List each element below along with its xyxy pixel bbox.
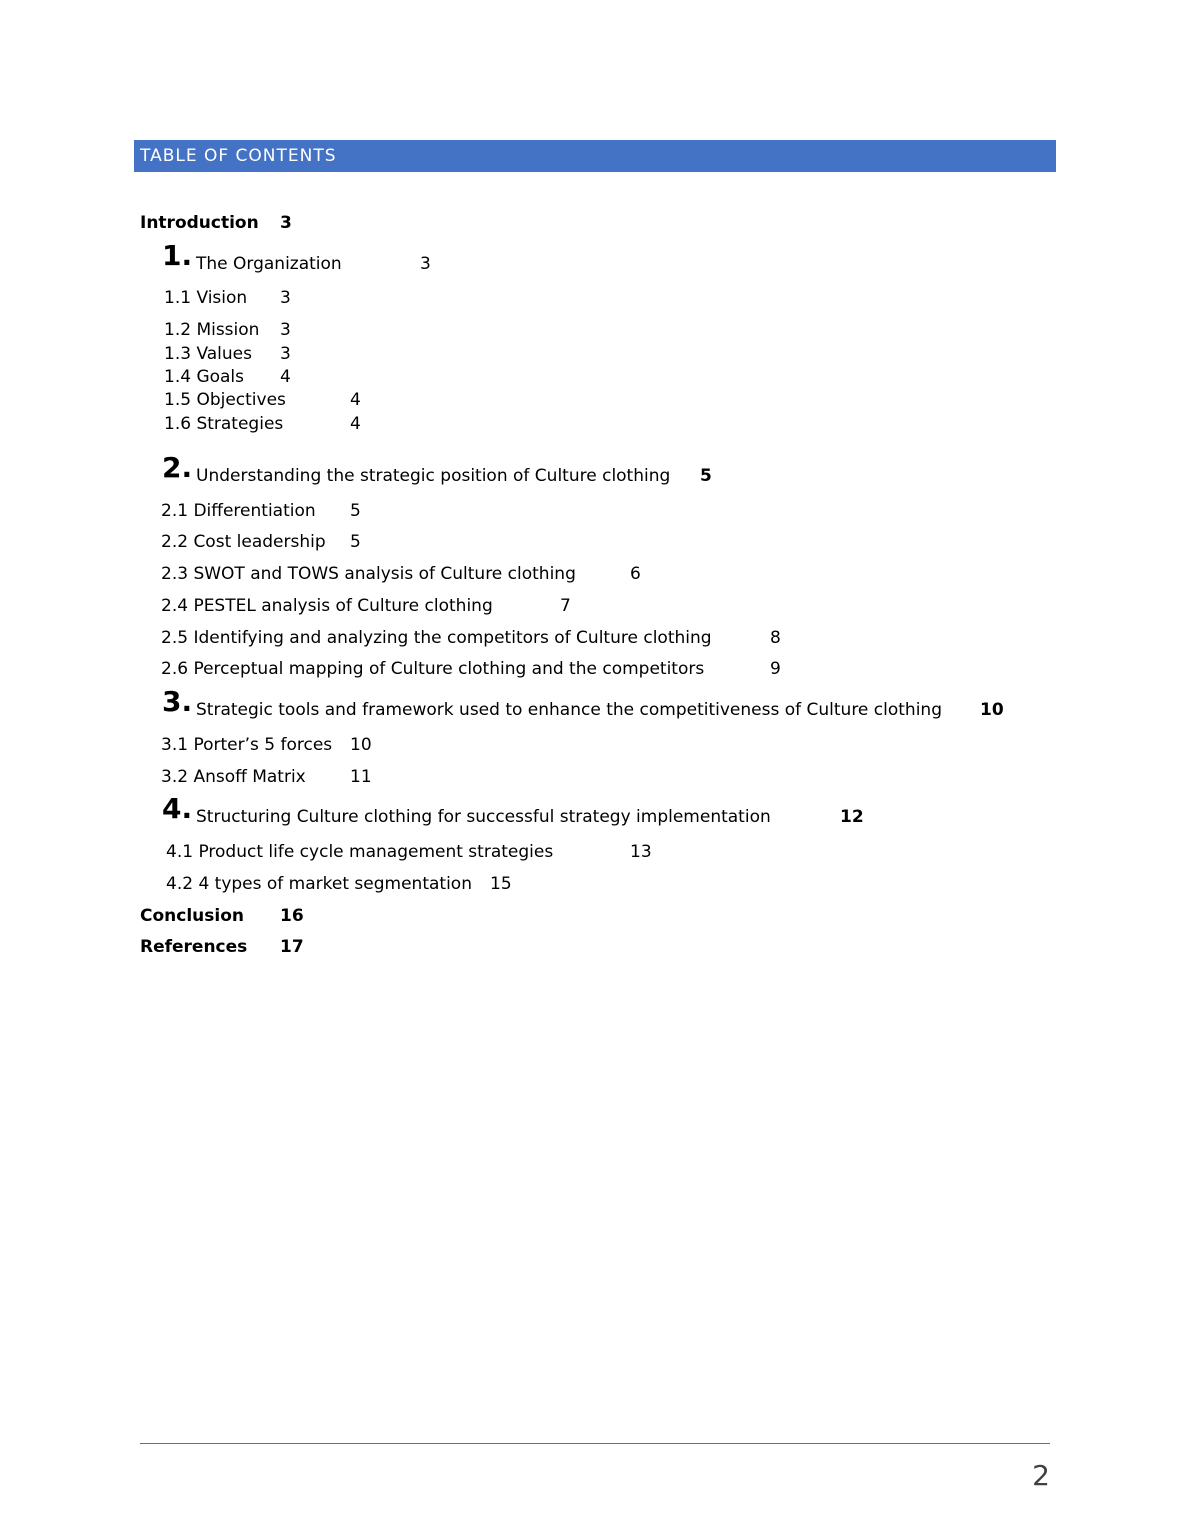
toc-entry-label: Structuring Culture clothing for successful strategy implementation: [196, 807, 771, 827]
toc-entry-page: 12: [840, 807, 864, 827]
toc-entry-label: 1.4 Goals: [164, 367, 245, 387]
toc-entry-page: 3: [280, 320, 291, 340]
toc-entry-label: The Organization: [196, 254, 342, 274]
toc-entry-page: 6: [630, 564, 641, 584]
toc-entry-page: 10: [350, 735, 372, 755]
toc-entry-page: 15: [490, 874, 512, 894]
page-number: 2: [1032, 1459, 1050, 1492]
toc-entry-label: 2.2 Cost leadership: [161, 532, 326, 552]
toc-entry-label: 1.5 Objectives: [164, 390, 286, 410]
toc-entry-page: 4: [350, 390, 361, 410]
toc-entry-page: 10: [980, 700, 1004, 720]
toc-entry-page: 5: [700, 466, 712, 486]
toc-entry-page: 5: [350, 532, 361, 552]
toc-entry-label: 1.2 Mission: [164, 320, 260, 340]
toc-entry-label: 2.5 Identifying and analyzing the competitors of Culture clothing: [161, 628, 712, 648]
toc-entry-label: 4.1 Product life cycle management strategies: [166, 842, 554, 862]
toc-header-bar: [134, 140, 1056, 172]
footer-divider: [140, 1443, 1050, 1444]
toc-entry-page: 7: [560, 596, 571, 616]
toc-entry-label: Introduction: [140, 213, 259, 233]
toc-entry-label: 3.1 Porter’s 5 forces: [161, 735, 333, 755]
toc-entry-page: 3: [280, 344, 291, 364]
toc-entry-label: 1.3 Values: [164, 344, 252, 364]
toc-section-number: 3.: [162, 685, 193, 718]
toc-title: TABLE OF CONTENTS: [140, 146, 337, 166]
toc-entry-page: 9: [770, 659, 781, 679]
toc-entry-page: 11: [350, 767, 372, 787]
toc-entry-page: 4: [280, 367, 291, 387]
toc-entry-label: References: [140, 937, 248, 957]
toc-entry-label: 4.2 4 types of market segmentation: [166, 874, 472, 894]
toc-entry-label: Conclusion: [140, 906, 244, 926]
toc-entry-label: 2.4 PESTEL analysis of Culture clothing: [161, 596, 493, 616]
toc-entry-page: 17: [280, 937, 304, 957]
toc-entry-label: 1.1 Vision: [164, 288, 248, 308]
toc-entry-page: 3: [420, 254, 431, 274]
toc-entry-label: 1.6 Strategies: [164, 414, 284, 434]
toc-entry-label: Strategic tools and framework used to enhance the competitiveness of Culture clothing: [196, 700, 942, 720]
toc-entry-page: 3: [280, 288, 291, 308]
toc-section-number: 2.: [162, 451, 193, 484]
toc-entry-label: Understanding the strategic position of Culture clothing: [196, 466, 671, 486]
toc-section-number: 1.: [162, 239, 193, 272]
toc-entry-label: 2.6 Perceptual mapping of Culture clothing and the competitors: [161, 659, 705, 679]
toc-entry-page: 4: [350, 414, 361, 434]
toc-entry-label: 2.1 Differentiation: [161, 501, 316, 521]
toc-entry-page: 13: [630, 842, 652, 862]
toc-entry-label: 3.2 Ansoff Matrix: [161, 767, 306, 787]
toc-entry-page: 3: [280, 213, 292, 233]
toc-section-number: 4.: [162, 792, 193, 825]
toc-entry-page: 16: [280, 906, 304, 926]
toc-entry-page: 8: [770, 628, 781, 648]
toc-entry-page: 5: [350, 501, 361, 521]
toc-entry-label: 2.3 SWOT and TOWS analysis of Culture clothing: [161, 564, 576, 584]
